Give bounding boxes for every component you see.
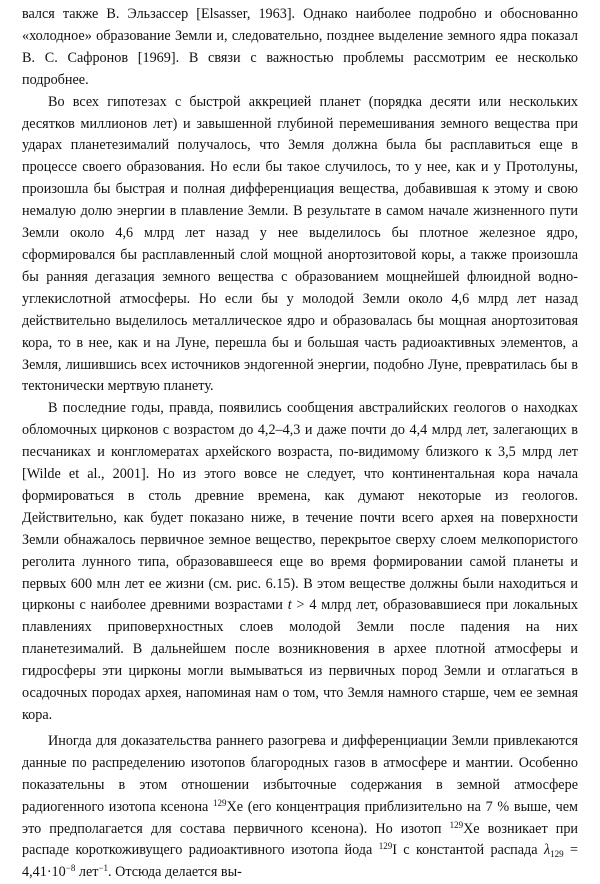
paragraph-4-part-1: Иногда для доказательства раннего разогрева и дифференциации Земли привлекаются данные по распределению изотопов благородных газов в атмосфере и мантии. Особенно показательны в этом отношении избыточные содержания в земной атмосфере радиогенного изотопа ксенона	[22, 732, 578, 815]
paragraph-4-part-3: Xe возникает при распаде короткоживущего радиоактивного изотопа йода	[22, 820, 579, 859]
paragraph-4-part-7: . Отсюда делается вы-	[108, 864, 242, 881]
page-text	[22, 4, 578, 884]
paragraph-3	[22, 398, 578, 727]
paragraph-3-part-a: В последние годы, правда, появились сообщения австралийских геологов о находках обломочных цирконов с возрастом до 4,2–4,3 и даже почти до 4,4 млрд лет, залегающих в песчаниках и конгломератах архейского возраста, по-видимому близкого к 3,5 млрд лет [Wilde et al., 2001]. Но из этого вовсе не следует, что континентальная кора начала формироваться в столь древние времена, как думают некоторые из геологов. Действительно, как будет показано ниже, в течение почти всего архея на поверхности Земли обнажалось первичное земное вещество, перекрытое сверху слоем мелкопористого реголита лунного типа, образовавшееся еще во время формировании самой планеты и первых 600 млн лет ее жизни (см. рис. 6.15). В этом веществе должны были находиться и цирконы с наиболее древними возрастами	[22, 400, 578, 614]
lambda-symbol: λ	[543, 842, 551, 859]
lambda-subscript: 129	[550, 849, 564, 860]
isotope-mass-number: 129	[449, 819, 464, 830]
paragraph-1: вался также В. Эльзассер [Elsasser, 1963]. Однако наиболее подробно и обоснованно «холодное» образование Земли и, следовательно, позднее выделение земного ядра показал В. С. Сафронов [1969]. В связи с важностью проблемы рассмотрим ее несколько подробнее.	[22, 6, 578, 88]
isotope-mass-number: 129	[213, 797, 227, 808]
exponent: −8	[65, 863, 76, 874]
exponent: −1	[98, 863, 109, 874]
paragraph-4-part-6: лет	[75, 864, 99, 881]
paragraph-4-part-2: Xe (его концентрация приблизительно на 7 % выше, чем это предполагается для состава первичного ксенона). Но изотоп	[22, 798, 578, 837]
isotope-mass-number: 129	[378, 841, 393, 852]
paragraph-4-part-5: = 4,41·10	[22, 842, 578, 881]
paragraph-4	[22, 731, 578, 884]
paragraph-3-part-b: > 4 млрд лет, образовавшиеся при локальных плавлениях приповерхностных слоев молодой Земли после падения на них планетезималий. В дальнейшем после возникновения в архее плотной атмосферы и гидросферы эти цирконы могли вымываться из первичных пород Земли и отлагаться в осадочных породах архея, напоминая нам о том, что Земля намного старше, чем ее земная кора.	[22, 597, 578, 723]
paragraph-4-part-4: I с константой распада	[392, 842, 544, 859]
variable-t: t	[287, 597, 292, 614]
paragraph-2: Во всех гипотезах с быстрой аккрецией планет (порядка десяти или нескольких десятков миллионов лет) и завышенной глубиной перемешивания земного вещества при ударах планетезималий получалось, что Земля должна была бы расплавиться еще в процессе своего образования. Но если бы такое случилось, то у нее, как и у Протолуны, произошла бы быстрая и полная дифференциация вещества, добавившая к этому и свою немалую долю энергии в плавление Земли. В результате в самом начале жизненного пути Земли около 4,6 млрд лет назад у нее выделилось бы плотное железное ядро, сформировался бы расплавленный слой мощной анортозитовой коры, а также произошла бы ранняя дегазация земного вещества с образованием мощнейшей флюидной водно-углекислотной атмосферы. Но если бы у молодой Земли около 4,6 млрд лет назад действительно выделилось металлическое ядро и образовалась бы мощная анортозитовая кора, то в нее, как и на Луне, перешла бы и большая часть радиоактивных элементов, а Земля, лишившись всех источников эндогенной энергии, подобно Луне, превратилась бы в тектонически мертвую планету.	[22, 93, 578, 395]
